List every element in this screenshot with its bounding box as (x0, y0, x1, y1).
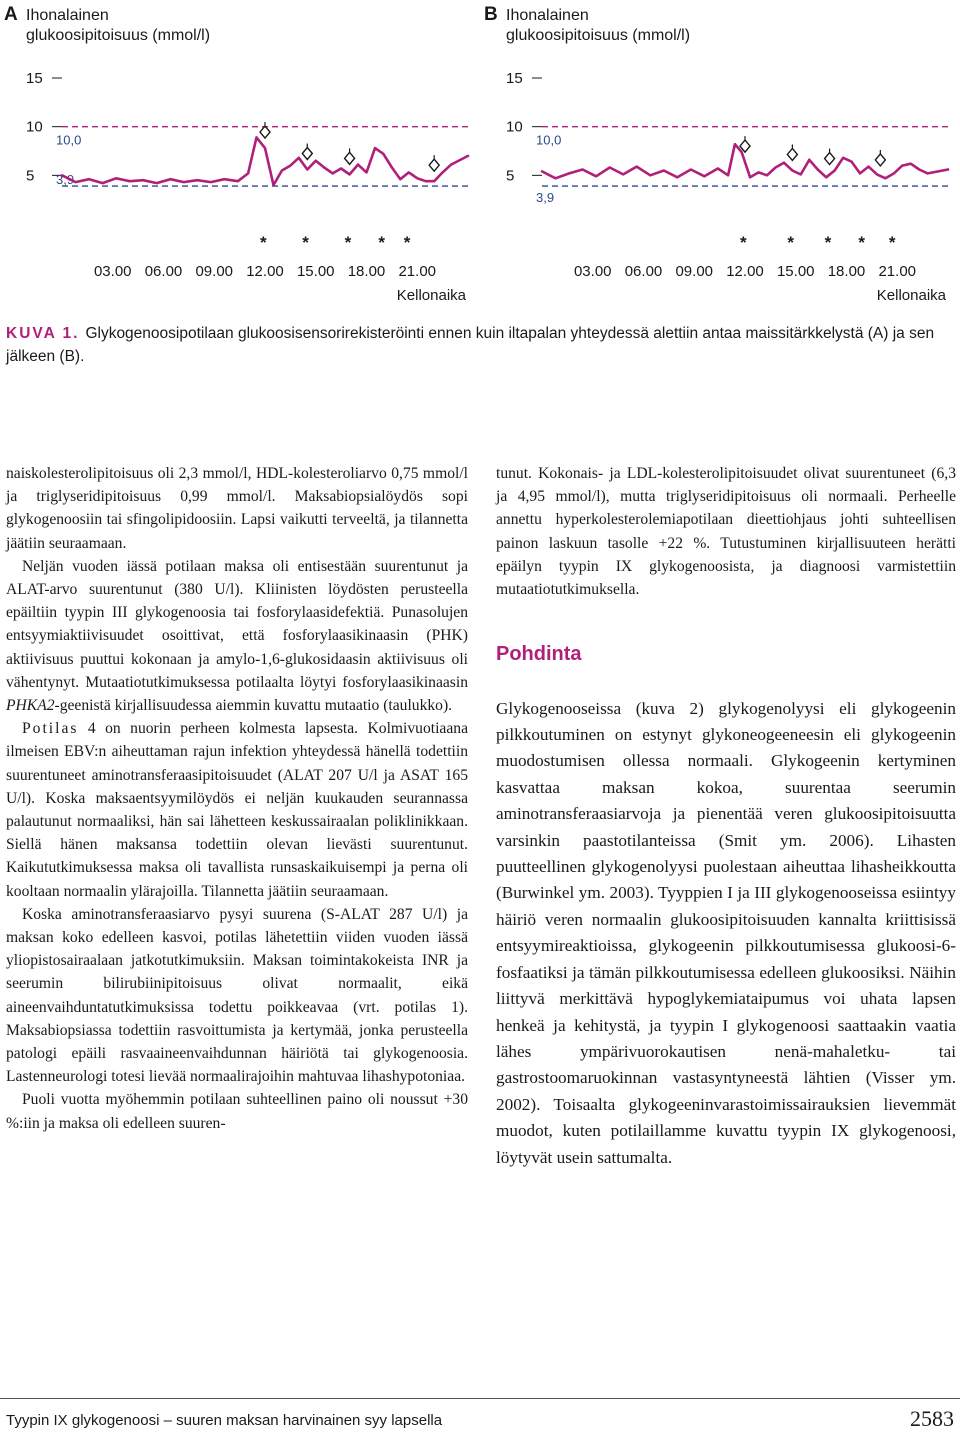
meal-marker-diamond (875, 154, 885, 166)
figure-panel-b (480, 0, 960, 310)
x-tick-label: 15.00 (296, 263, 335, 280)
asterisk-marker: * (378, 233, 386, 252)
caption-text: Glykogenoosipotilaan glukoosisensorirekisteröinti ennen kuin iltapalan yhteydessä alettiin antaa maissitärkkelystä (A) ja sen jälkeen (B). (6, 325, 935, 365)
panel-letter: A (4, 4, 18, 25)
x-tick-label: 09.00 (195, 263, 234, 280)
x-tick-label: 15.00 (776, 263, 815, 280)
x-axis-label: Kellonaika (396, 287, 466, 304)
reference-label: 3,9 (536, 190, 555, 206)
x-tick-label: 12.00 (246, 263, 284, 280)
left-column (6, 462, 468, 1135)
reference-label: 3,9 (56, 172, 75, 188)
footer-title: Tyypin IX glykogenoosi – suuren maksan harvinainen syy lapsella (6, 1412, 443, 1429)
left-p2-text-a: Neljän vuoden iässä potilaan maksa oli entisestään suurentunut ja ALAT-arvo suurentunut (380 U/l). Kliinisten löydösten perusteella epäiltiin tyypin III glykogenoosia tai fosforylaasidefektiä. Punasolujen entsyymiaktiivisuudet osoittivat, että fosforylaasikinaasin (PHK) aktiivisuus puuttui kokonaan ja amylo-1,6-glukosidaasin aktiivisuus oli vähentynyt. Mutaatiotutkimuksessa potilaalta löytyi fosforylaasikinaasin (6, 557, 468, 691)
asterisk-marker: * (403, 233, 411, 252)
page-number: 2583 (910, 1406, 954, 1431)
x-tick-label: 03.00 (93, 263, 132, 280)
asterisk-marker: * (888, 233, 896, 252)
chart-title-line2: glukoosipitoisuus (mmol/l) (26, 27, 211, 44)
chart-b-svg (480, 0, 960, 310)
reference-label: 10,0 (56, 132, 82, 148)
y-tick-label: 15 (506, 70, 523, 87)
right-paragraph-2: Glykogenooseissa (kuva 2) glykogenolyysi eli glykogeenin pilkkoutuminen on estynyt glykoneogeeneesin eli glykogeenin muodostumisen ollessa normaali. Glykogeenin kertyminen kasvattaa maksan kokoa, suurentaa seerumin aminotransferaasiarvoja ja pienentää veren glukoosipitoisuutta varsinkin paastotilanteissa (Smit ym. 2006). Lihasten puutteellinen glykogenolyysi puolestaan aiheuttaa lihasheikkoutta (Burwinkel ym. 2003). Tyyppien I ja III glykogenooseissa esiintyy häiriö veren normaalin glukoosipitoisuuden kannalta kriittisissä entsyymireaktioissa, glykogeenin pilkkoutumisessa glukoosi-6-fosfaatiksi ja tämän pilkkoutumisessa edelleen glukoosiksi. Näihin liittyvä merkittävä hypoglykemiataipumus voi uhata lapsen henkeä ja kehitystä, ja tyypin I glykogenoosi saattaakin vaatia lähes ympärivuorokautisen nenä-mahaletku- tai gastrostoomaruokinnan vastasyntyneestä lähtien (Visser ym. 2002). Toisaalta glykogeeninvarastoimissairauksien lievemmät muodot, kuten potilaillamme kuvattu tyypin IX glykogenoosi, löytyvät usein sattumalta. (496, 698, 956, 1167)
x-tick-label: 03.00 (573, 263, 612, 280)
x-tick-label: 18.00 (347, 263, 386, 280)
left-paragraph-4: Koska aminotransferaasiarvo pysyi suurena (S-ALAT 287 U/l) ja maksan koko edelleen kasvoi, potilas lähetettiin viiden vuoden iässä yliopistosairaalaan jatkotutkimuksiin. Maksan toimintakokeista INR ja seerumin bilirubiinipitoisuus olivat normaalit, eikä aineenvaihduntatutkimuksissa todettu poikkeavaa (vrt. potilas 1). Maksabiopsiassa todettiin rasvoittumista ja kertymää, jonka perusteella patologi epäili rasvaaineenvaihdunnan häiriötä tai glykogenoosia. Lastenneurologi totesi lievää normaalirajoihin mahtuvaa lihashypotoniaa. (6, 905, 468, 1086)
glucose-series-line (62, 137, 468, 185)
left-p2-text-b: -geenistä kirjallisuudessa aiemmin kuvattu mutaatio (taulukko). (54, 697, 453, 715)
meal-marker-diamond (302, 147, 312, 159)
x-tick-label: 18.00 (827, 263, 866, 280)
chart-title-line2: glukoosipitoisuus (mmol/l) (506, 27, 691, 44)
y-tick-label: 15 (26, 70, 43, 87)
x-tick-label: 21.00 (398, 263, 437, 280)
x-axis-label: Kellonaika (876, 287, 946, 304)
footer-rule (0, 1398, 960, 1399)
chart-title-line1: Ihonalainen (26, 7, 109, 24)
x-tick-label: 09.00 (675, 263, 714, 280)
y-tick-label: 10 (506, 118, 523, 136)
y-tick-label: 5 (26, 167, 35, 185)
panel-letter: B (484, 4, 498, 25)
chart-a-svg (0, 0, 480, 310)
meal-marker-diamond (345, 152, 355, 164)
left-paragraph-2 (6, 555, 468, 717)
right-column (496, 462, 956, 1171)
asterisk-marker: * (858, 233, 866, 252)
right-paragraph-1: tunut. Kokonais- ja LDL-kolesterolipitoisuudet olivat suurentuneet (6,3 ja 4,95 mmol/l), mutta triglyseridipitoisuus oli normaali. Perheelle annettu hyperkolesterolemiapotilaan dieettiohjaus johti suhteellisen painon laskuun tasolle +22 %. Tutustuminen kirjallisuuteen herätti epäilyn tyypin IX glykogenoosista, ja diagnoosi varmistettiin mutaatiotutkimuksella. (496, 465, 956, 599)
x-tick-label: 12.00 (726, 263, 764, 280)
meal-marker-diamond (787, 148, 797, 160)
meal-marker-diamond (429, 159, 439, 171)
left-paragraph-3 (6, 717, 468, 903)
left-paragraph-5: Puoli vuotta myöhemmin potilaan suhteellinen paino oli noussut +30 %:iin ja maksa oli edelleen suuren- (6, 1091, 468, 1132)
patient-lead: Potilas (22, 720, 79, 738)
left-p3-text: 4 on nuorin perheen kolmesta lapsesta. Kolmivuotiaana ilmeisen EBV:n aiheuttaman rajun infektion yhteydessä hänellä todettiin suurentuneet aminotransferaasipitoisuudet (ALAT 207 U/l ja ASAT 165 U/l). Koska maksaentsyymilöydös ei neljän kuukauden seurannassa palautunut normaaliksi, hän sai lähetteen keskussairaalan poliklinikkaan. Siellä hänen maksansa todettiin olevan lievästi suurentunut. Kaikututkimuksessa maksa oli tavallista runsaskaikuisempi ja perna oli kooltaan normaalin ylärajoilla. Tilannetta jäätiin seuraamaan. (6, 720, 468, 900)
section-heading: Pohdinta (496, 643, 582, 666)
caption-label: KUVA 1. (6, 325, 80, 342)
meal-marker-diamond (260, 126, 270, 138)
y-tick-label: 10 (26, 118, 43, 136)
left-paragraph-1: naiskolesterolipitoisuus oli 2,3 mmol/l, HDL-kolesteroliarvo 0,75 mmol/l ja triglyseridipitoisuus 0,99 mmol/l. Maksabiopsialöydös sopi glykogenoosiin tai sfingolipidoosiin. Lapsi vaikutti terveeltä, ja tilannetta jäätiin seuraamaan. (6, 465, 468, 552)
asterisk-marker: * (824, 233, 832, 252)
figure-panel-a (0, 0, 480, 310)
reference-label: 10,0 (536, 132, 562, 148)
figure-caption (6, 322, 956, 368)
meal-marker-diamond (825, 153, 835, 165)
gene-name: PHKA2 (6, 697, 55, 715)
x-tick-label: 21.00 (878, 263, 917, 280)
y-tick-label: 5 (506, 167, 515, 185)
asterisk-marker: * (787, 233, 794, 252)
asterisk-marker: * (260, 233, 267, 252)
asterisk-marker: * (344, 233, 352, 252)
x-tick-label: 06.00 (624, 263, 663, 280)
asterisk-marker: * (740, 233, 747, 252)
asterisk-marker: * (302, 233, 309, 252)
x-tick-label: 06.00 (144, 263, 183, 280)
chart-title-line1: Ihonalainen (506, 7, 589, 24)
